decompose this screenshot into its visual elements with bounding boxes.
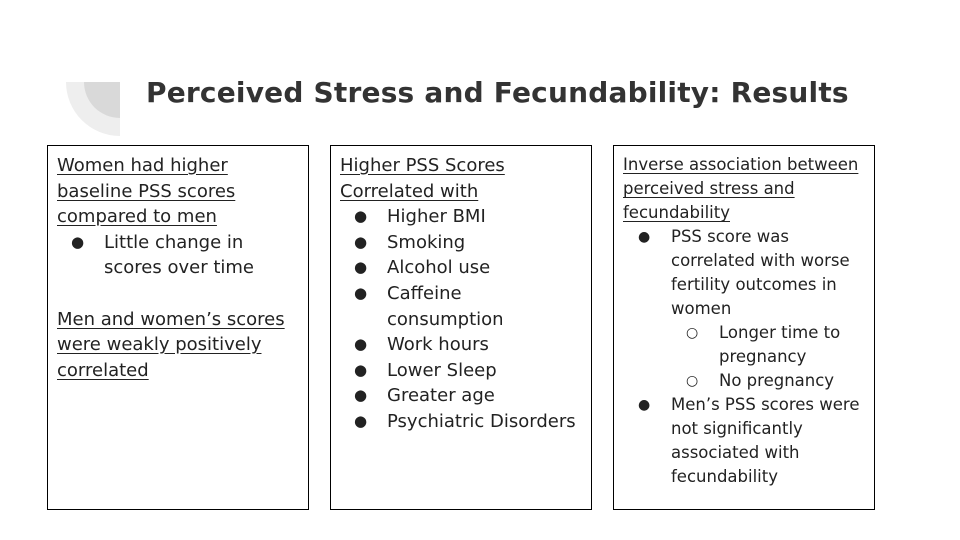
pss-correlates-box xyxy=(330,145,592,510)
fecundability-association-box xyxy=(613,145,875,510)
bullet-list xyxy=(623,225,866,489)
bullet-item: ● Alcohol use xyxy=(340,255,583,281)
column-heading: Higher PSS Scores Correlated with xyxy=(340,155,505,202)
bullet-list xyxy=(340,204,583,434)
bullet-item: ● Little change in scores over time xyxy=(57,230,300,281)
bullet-text: Men’s PSS scores were not significantly associated with fecundability xyxy=(671,395,860,486)
decorative-arc-shape xyxy=(60,76,120,138)
bullet-item: ● Psychiatric Disorders xyxy=(340,409,583,435)
bullet-list xyxy=(57,230,300,281)
bullet-item: ● Greater age xyxy=(340,383,583,409)
bullet-item xyxy=(623,225,866,393)
bullet-item: ● Smoking xyxy=(340,230,583,256)
slide-title: Perceived Stress and Fecundability: Results xyxy=(146,76,849,109)
column-subheading: Men and women’s scores were weakly positively correlated xyxy=(57,308,285,381)
bullet-item xyxy=(623,393,866,489)
bullet-item: ● Lower Sleep xyxy=(340,358,583,384)
spacer xyxy=(57,281,300,307)
sub-bullet-list xyxy=(671,321,866,393)
column-heading: Women had higher baseline PSS scores compared to men xyxy=(57,155,236,228)
bullet-item: ● Higher BMI xyxy=(340,204,583,230)
column-heading: Inverse association between perceived stress and fecundability xyxy=(623,155,859,222)
women-vs-men-scores-box xyxy=(47,145,309,510)
bullet-item: ● Caffeine consumption xyxy=(340,281,583,332)
bullet-text: PSS score was correlated with worse fertility outcomes in women xyxy=(671,227,850,318)
sub-bullet-item: ○ No pregnancy xyxy=(671,369,866,393)
bullet-item: ● Work hours xyxy=(340,332,583,358)
sub-bullet-item: ○ Longer time to pregnancy xyxy=(671,321,866,369)
